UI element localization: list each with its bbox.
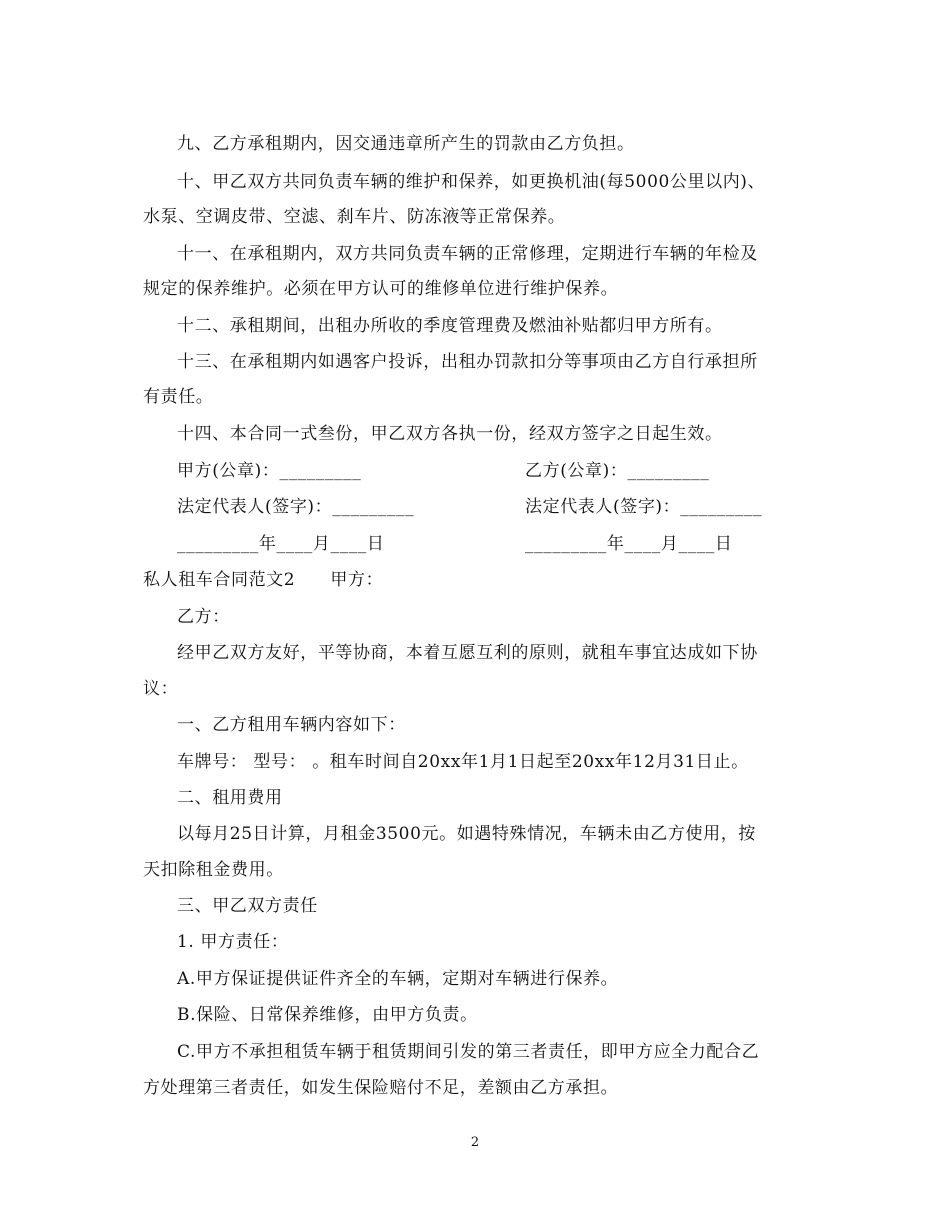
contract2-heading: 私人租车合同范文2 甲方： — [143, 570, 384, 590]
section-3-item-1: 1. 甲方责任： — [177, 932, 289, 952]
contract2-party-b: 乙方： — [177, 607, 230, 627]
contract2-intro-line2: 议： — [143, 679, 179, 699]
page-number: 2 — [470, 1135, 480, 1150]
section-2-body-line2: 天扣除租金费用。 — [143, 860, 284, 880]
party-b-seal-line: 乙方(公章)：_________ — [525, 461, 710, 481]
section-1-title: 一、乙方租用车辆内容如下： — [177, 715, 406, 735]
clause-11-line2: 规定的保养维护。必须在甲方认可的维修单位进行维护保养。 — [143, 279, 619, 299]
section-3-item-c-line1: C.甲方不承担租赁车辆于租赁期间引发的第三者责任，即甲方应全力配合乙 — [177, 1042, 760, 1062]
party-b-date-line: _________年____月____日 — [525, 534, 733, 554]
section-3-item-b: B.保险、日常保养维修，由甲方负责。 — [177, 1005, 478, 1025]
section-1-body: 车牌号： 型号： 。租车时间自20xx年1月1日起至20xx年12月31日止。 — [177, 752, 749, 772]
section-3-item-c-line2: 方处理第三者责任，如发生保险赔付不足，差额由乙方承担。 — [143, 1078, 619, 1098]
clause-10-line1: 十、甲乙双方共同负责车辆的维护和保养，如更换机油(每5000公里以内)、 — [177, 172, 766, 192]
clause-10-line2: 水泵、空调皮带、空滤、刹车片、防冻液等正常保养。 — [143, 207, 566, 227]
section-2-body-line1: 以每月25日计算，月租金3500元。如遇特殊情况，车辆未由乙方使用，按 — [177, 824, 756, 844]
party-a-seal-line: 甲方(公章)：_________ — [177, 461, 362, 481]
section-2-title: 二、租用费用 — [177, 788, 283, 808]
clause-11-line1: 十一、在承租期内，双方共同负责车辆的正常修理，定期进行车辆的年检及 — [177, 244, 758, 264]
clause-12: 十二、承租期间，出租办所收的季度管理费及燃油补贴都归甲方所有。 — [177, 316, 723, 336]
section-3-title: 三、甲乙双方责任 — [177, 896, 318, 916]
clause-13-line1: 十三、在承租期内如遇客户投诉，出租办罚款扣分等事项由乙方自行承担所 — [177, 352, 758, 372]
clause-14: 十四、本合同一式叁份，甲乙双方各执一份，经双方签字之日起生效。 — [177, 424, 723, 444]
clause-13-line2: 有责任。 — [143, 387, 214, 407]
contract2-intro-line1: 经甲乙双方友好，平等协商，本着互愿互利的原则，就租车事宜达成如下协 — [177, 643, 758, 663]
clause-9: 九、乙方承租期内，因交通违章所产生的罚款由乙方负担。 — [177, 134, 635, 154]
party-b-representative-line: 法定代表人(签字)：_________ — [525, 497, 763, 517]
party-a-date-line: _________年____月____日 — [177, 534, 385, 554]
party-a-representative-line: 法定代表人(签字)：_________ — [177, 497, 415, 517]
section-3-item-a: A.甲方保证提供证件齐全的车辆，定期对车辆进行保养。 — [177, 969, 619, 989]
